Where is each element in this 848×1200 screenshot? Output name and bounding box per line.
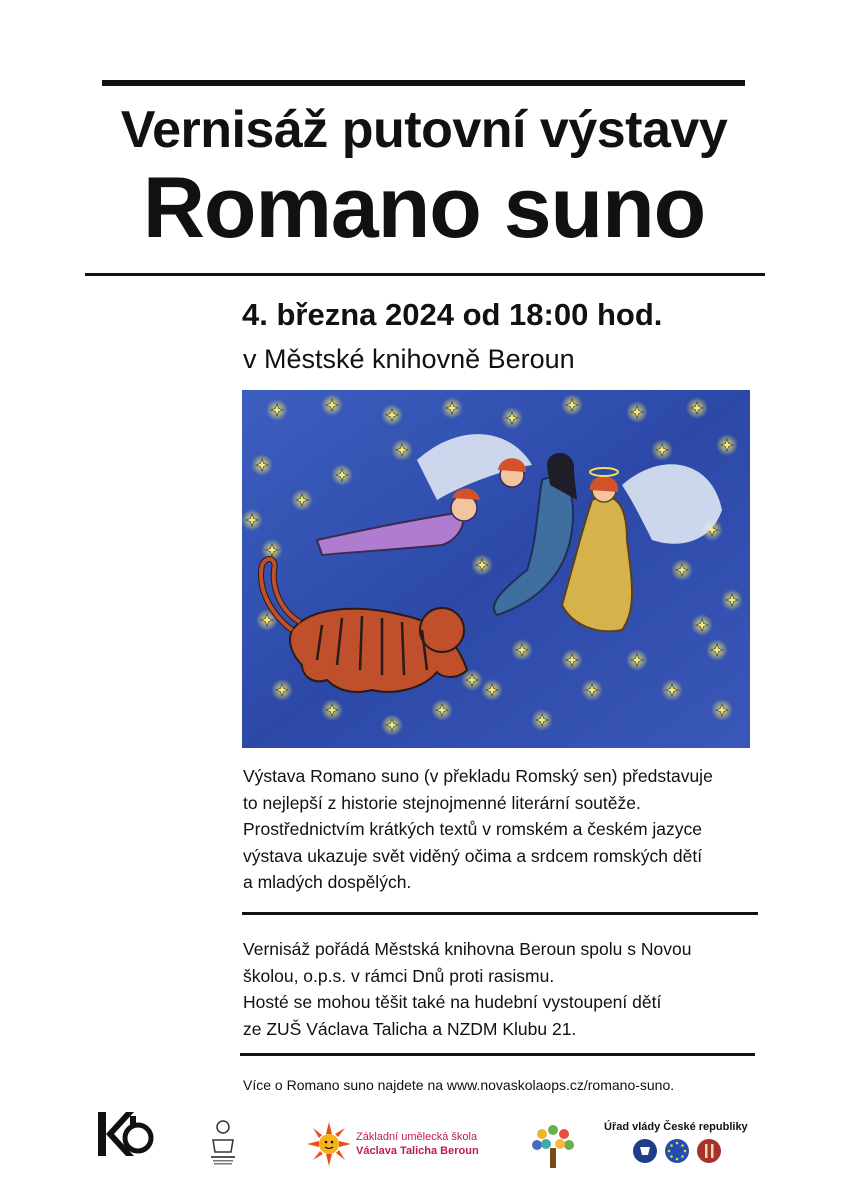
- zus-sun-logo: [305, 1120, 353, 1168]
- organizers-line: ze ZUŠ Václava Talicha a NZDM Klubu 21.: [243, 1018, 577, 1039]
- description-rule: [242, 912, 758, 915]
- organizers-line: Hosté se mohou těšit také na hudební vystoupení dětí: [243, 992, 662, 1012]
- description: [243, 763, 763, 896]
- more-info-text: Více o Romano suno najdete na www.novaskolaops.cz/romano-suno.: [243, 1077, 675, 1093]
- description-line: Výstava Romano suno (v překladu Romský sen) představuje: [243, 766, 713, 786]
- tiger-head: [420, 608, 464, 652]
- event-venue: v Městské knihovně Beroun: [243, 344, 575, 374]
- klub-tree-logo: [528, 1120, 578, 1170]
- government-logo-title: Úřad vlády České republiky: [604, 1121, 748, 1133]
- description-line: výstava ukazuje svět viděný očima a srdcem romských dětí: [243, 845, 703, 866]
- organizers-line: školou, o.p.s. v rámci Dnů proti rasismu.: [243, 965, 555, 986]
- event-datetime: 4. března 2024 od 18:00 hod.: [242, 297, 663, 332]
- zus-name-line1: Základní umělecká škola: [356, 1131, 478, 1143]
- title-line-2: Romano suno: [142, 160, 706, 256]
- description-line: Prostřednictvím krátkých textů v romském a českém jazyce: [243, 819, 703, 839]
- zus-logo-text: [356, 1130, 479, 1158]
- nova-skola-logo: [205, 1118, 241, 1166]
- zus-name-line2: Václava Talicha Beroun: [356, 1145, 479, 1157]
- exhibition-painting: [242, 390, 750, 748]
- description-line: a mladých dospělých.: [243, 872, 412, 892]
- description-line: to nejlepší z historie stejnojmenné literární soutěže.: [243, 792, 641, 813]
- organizers: [243, 936, 763, 1042]
- library-logo: [96, 1108, 154, 1160]
- top-rule: [102, 80, 745, 86]
- government-emblems: [632, 1138, 724, 1164]
- organizers-rule: [240, 1053, 755, 1056]
- emblem-icon: [697, 1139, 721, 1163]
- organizers-line: Vernisáž pořádá Městská knihovna Beroun spolu s Novou: [243, 939, 692, 959]
- title-bottom-rule: [85, 273, 765, 276]
- title-line-1: Vernisáž putovní výstavy: [120, 101, 728, 159]
